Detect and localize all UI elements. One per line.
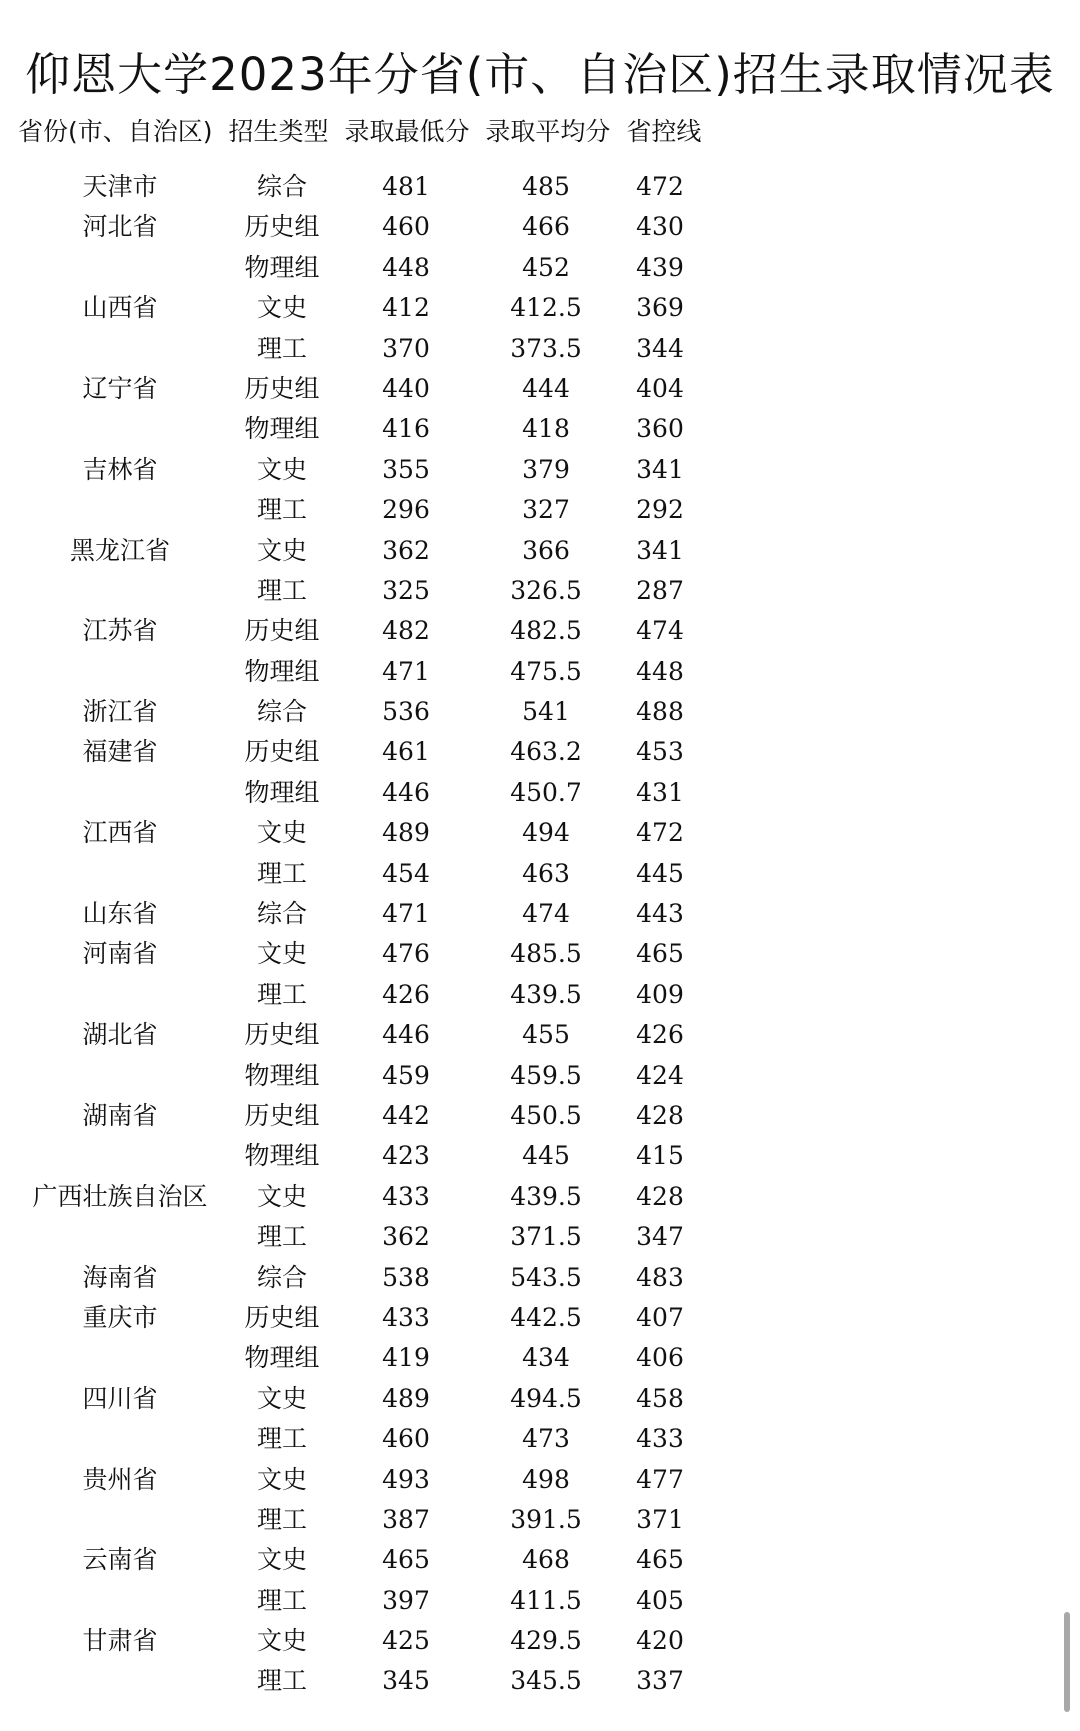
table-row [0,1500,720,1540]
type-cell: 物理组 [244,414,320,444]
table-row [0,611,720,651]
min-score-cell: 538 [382,1262,430,1292]
control-line-cell: 409 [636,979,684,1009]
province-cell: 江苏省 [82,616,158,646]
avg-score-cell: 373.5 [510,333,582,363]
province-cell: 湖北省 [82,1020,158,1050]
min-score-cell: 387 [382,1504,430,1534]
min-score-cell: 325 [382,575,430,605]
type-cell: 综合 [256,899,307,929]
province-cell: 河北省 [82,212,158,242]
type-cell: 历史组 [244,1020,320,1050]
type-cell: 文史 [256,454,307,484]
province-cell [20,329,220,369]
avg-score-cell: 494 [522,818,570,848]
avg-score-cell: 541 [522,697,570,727]
province-cell: 山西省 [82,293,158,323]
header-avg-score: 录取平均分 [485,117,611,146]
avg-score-cell: 482.5 [510,616,582,646]
avg-score-cell: 371.5 [510,1222,582,1252]
province-cell: 吉林省 [82,454,158,484]
type-cell: 综合 [256,697,307,727]
control-line-cell: 472 [636,172,684,201]
table-row [0,894,720,934]
min-score-cell: 448 [382,252,430,282]
min-score-cell: 362 [382,535,430,565]
min-score-cell: 481 [382,172,430,201]
control-line-cell: 428 [636,1100,684,1130]
type-cell: 物理组 [244,777,320,807]
min-score-cell: 426 [382,979,430,1009]
header-type: 招生类型 [228,117,329,146]
province-cell: 云南省 [82,1545,158,1575]
control-line-cell: 488 [636,697,684,727]
province-cell [20,490,220,530]
avg-score-cell: 475.5 [510,656,582,686]
table-row [0,1419,720,1459]
table-row [0,571,720,611]
control-line-cell: 426 [636,1020,684,1050]
min-score-cell: 482 [382,616,430,646]
type-cell: 理工 [256,495,307,525]
control-line-cell: 433 [636,1424,684,1454]
province-cell [20,1500,220,1540]
control-line-cell: 474 [636,616,684,646]
table-row [0,1298,720,1338]
table-row [0,854,720,894]
type-cell: 理工 [256,979,307,1009]
table-row [0,692,720,732]
province-cell [20,854,220,894]
type-cell: 历史组 [244,1100,320,1130]
province-cell: 辽宁省 [82,373,158,403]
type-cell: 文史 [256,1626,307,1656]
scrollbar[interactable] [1064,1612,1070,1712]
header-min-score: 录取最低分 [344,117,470,146]
avg-score-cell: 379 [522,454,570,484]
min-score-cell: 362 [382,1222,430,1252]
avg-score-cell: 498 [522,1464,570,1494]
avg-score-cell: 445 [522,1141,570,1171]
table-row [0,934,720,974]
control-line-cell: 483 [636,1262,684,1292]
type-cell: 文史 [256,1181,307,1211]
province-cell [20,975,220,1015]
control-line-cell: 406 [636,1343,684,1373]
avg-score-cell: 468 [522,1545,570,1575]
avg-score-cell: 429.5 [510,1626,582,1656]
type-cell: 文史 [256,939,307,969]
min-score-cell: 296 [382,495,430,525]
avg-score-cell: 455 [522,1020,570,1050]
control-line-cell: 465 [636,939,684,969]
province-cell [20,773,220,813]
min-score-cell: 460 [382,1424,430,1454]
province-cell [20,1661,220,1701]
table-row [0,1661,720,1701]
control-line-cell: 424 [636,1060,684,1090]
type-cell: 物理组 [244,1060,320,1090]
table-row [0,652,720,692]
type-cell: 物理组 [244,1343,320,1373]
table-row [0,1015,720,1055]
control-line-cell: 287 [636,575,684,605]
table-row [0,1379,720,1419]
table-row [0,1096,720,1136]
min-score-cell: 454 [382,858,430,888]
min-score-cell: 440 [382,373,430,403]
table-header [18,112,709,148]
province-cell: 重庆市 [82,1302,158,1332]
type-cell: 历史组 [244,373,320,403]
min-score-cell: 397 [382,1585,430,1615]
table-row [0,409,720,449]
type-cell: 理工 [256,1424,307,1454]
avg-score-cell: 391.5 [510,1504,582,1534]
control-line-cell: 369 [636,293,684,323]
control-line-cell: 445 [636,858,684,888]
avg-score-cell: 345.5 [510,1666,582,1696]
province-cell: 浙江省 [82,697,158,727]
min-score-cell: 345 [382,1666,430,1696]
table-row [0,1177,720,1217]
avg-score-cell: 450.5 [510,1100,582,1130]
admission-table [0,167,720,1702]
control-line-cell: 431 [636,777,684,807]
min-score-cell: 489 [382,1383,430,1413]
avg-score-cell: 444 [522,373,570,403]
table-row [0,1217,720,1257]
control-line-cell: 439 [636,252,684,282]
type-cell: 理工 [256,858,307,888]
type-cell: 文史 [256,535,307,565]
table-row [0,1540,720,1580]
avg-score-cell: 452 [522,252,570,282]
control-line-cell: 453 [636,737,684,767]
type-cell: 历史组 [244,616,320,646]
min-score-cell: 419 [382,1343,430,1373]
province-cell [20,652,220,692]
page-title: 仰恩大学2023年分省(市、自治区)招生录取情况表 [25,48,1055,101]
avg-score-cell: 434 [522,1343,570,1373]
table-row [0,329,720,369]
province-cell: 湖南省 [82,1100,158,1130]
type-cell: 文史 [256,1545,307,1575]
province-cell [20,1419,220,1459]
control-line-cell: 404 [636,373,684,403]
avg-score-cell: 450.7 [510,777,582,807]
min-score-cell: 433 [382,1181,430,1211]
avg-score-cell: 543.5 [510,1262,582,1292]
province-cell [20,248,220,288]
province-cell: 甘肃省 [82,1626,158,1656]
province-cell: 天津市 [82,172,158,201]
type-cell: 历史组 [244,212,320,242]
control-line-cell: 477 [636,1464,684,1494]
avg-score-cell: 485.5 [510,939,582,969]
type-cell: 物理组 [244,656,320,686]
control-line-cell: 443 [636,899,684,929]
province-cell: 海南省 [82,1262,158,1292]
min-score-cell: 446 [382,777,430,807]
type-cell: 历史组 [244,1302,320,1332]
header-province: 省份(市、自治区) [18,117,213,146]
table-row [0,975,720,1015]
avg-score-cell: 463 [522,858,570,888]
min-score-cell: 476 [382,939,430,969]
control-line-cell: 465 [636,1545,684,1575]
min-score-cell: 355 [382,454,430,484]
province-cell [20,1581,220,1621]
avg-score-cell: 327 [522,495,570,525]
type-cell: 文史 [256,818,307,848]
min-score-cell: 412 [382,293,430,323]
province-cell: 广西壮族自治区 [32,1181,208,1211]
min-score-cell: 489 [382,818,430,848]
avg-score-cell: 442.5 [510,1302,582,1332]
avg-score-cell: 466 [522,212,570,242]
min-score-cell: 446 [382,1020,430,1050]
table-row [0,167,720,207]
table-row [0,450,720,490]
type-cell: 理工 [256,1504,307,1534]
province-cell [20,1056,220,1096]
province-cell [20,1338,220,1378]
table-row [0,1460,720,1500]
avg-score-cell: 412.5 [510,293,582,323]
table-row [0,288,720,328]
avg-score-cell: 463.2 [510,737,582,767]
avg-score-cell: 418 [522,414,570,444]
control-line-cell: 448 [636,656,684,686]
avg-score-cell: 485 [522,172,570,201]
type-cell: 理工 [256,1585,307,1615]
province-cell [20,571,220,611]
table-row [0,1581,720,1621]
table-row [0,248,720,288]
type-cell: 理工 [256,575,307,605]
control-line-cell: 407 [636,1302,684,1332]
control-line-cell: 405 [636,1585,684,1615]
min-score-cell: 465 [382,1545,430,1575]
control-line-cell: 341 [636,454,684,484]
avg-score-cell: 439.5 [510,979,582,1009]
avg-score-cell: 473 [522,1424,570,1454]
min-score-cell: 459 [382,1060,430,1090]
min-score-cell: 461 [382,737,430,767]
province-cell: 福建省 [82,737,158,767]
control-line-cell: 341 [636,535,684,565]
province-cell: 河南省 [82,939,158,969]
control-line-cell: 428 [636,1181,684,1211]
table-row [0,531,720,571]
type-cell: 历史组 [244,737,320,767]
table-row [0,1258,720,1298]
control-line-cell: 415 [636,1141,684,1171]
min-score-cell: 442 [382,1100,430,1130]
province-cell: 江西省 [82,818,158,848]
province-cell: 山东省 [82,899,158,929]
province-cell: 贵州省 [82,1464,158,1494]
province-cell [20,1217,220,1257]
table-row [0,1136,720,1176]
province-cell: 四川省 [82,1383,158,1413]
avg-score-cell: 474 [522,899,570,929]
min-score-cell: 370 [382,333,430,363]
min-score-cell: 493 [382,1464,430,1494]
table-row [0,1056,720,1096]
type-cell: 物理组 [244,252,320,282]
control-line-cell: 344 [636,333,684,363]
avg-score-cell: 366 [522,535,570,565]
table-row [0,1338,720,1378]
control-line-cell: 337 [636,1666,684,1696]
control-line-cell: 430 [636,212,684,242]
type-cell: 理工 [256,1222,307,1252]
avg-score-cell: 459.5 [510,1060,582,1090]
province-cell [20,1136,220,1176]
type-cell: 综合 [256,1262,307,1292]
control-line-cell: 420 [636,1626,684,1656]
province-cell [20,409,220,449]
table-row [0,207,720,247]
type-cell: 文史 [256,1383,307,1413]
min-score-cell: 471 [382,656,430,686]
control-line-cell: 292 [636,495,684,525]
min-score-cell: 416 [382,414,430,444]
control-line-cell: 472 [636,818,684,848]
min-score-cell: 423 [382,1141,430,1171]
min-score-cell: 433 [382,1302,430,1332]
min-score-cell: 471 [382,899,430,929]
min-score-cell: 536 [382,697,430,727]
province-cell: 黑龙江省 [69,535,170,565]
table-row [0,773,720,813]
type-cell: 文史 [256,293,307,323]
avg-score-cell: 494.5 [510,1383,582,1413]
table-row [0,490,720,530]
control-line-cell: 371 [636,1504,684,1534]
table-row [0,369,720,409]
table-row [0,813,720,853]
avg-score-cell: 326.5 [510,575,582,605]
control-line-cell: 458 [636,1383,684,1413]
header-control-line: 省控线 [626,117,702,146]
type-cell: 物理组 [244,1141,320,1171]
type-cell: 理工 [256,1666,307,1696]
table-row [0,732,720,772]
avg-score-cell: 411.5 [510,1585,582,1615]
min-score-cell: 425 [382,1626,430,1656]
type-cell: 文史 [256,1464,307,1494]
avg-score-cell: 439.5 [510,1181,582,1211]
type-cell: 理工 [256,333,307,363]
type-cell: 综合 [256,172,307,201]
control-line-cell: 360 [636,414,684,444]
min-score-cell: 460 [382,212,430,242]
control-line-cell: 347 [636,1222,684,1252]
table-row [0,1621,720,1661]
